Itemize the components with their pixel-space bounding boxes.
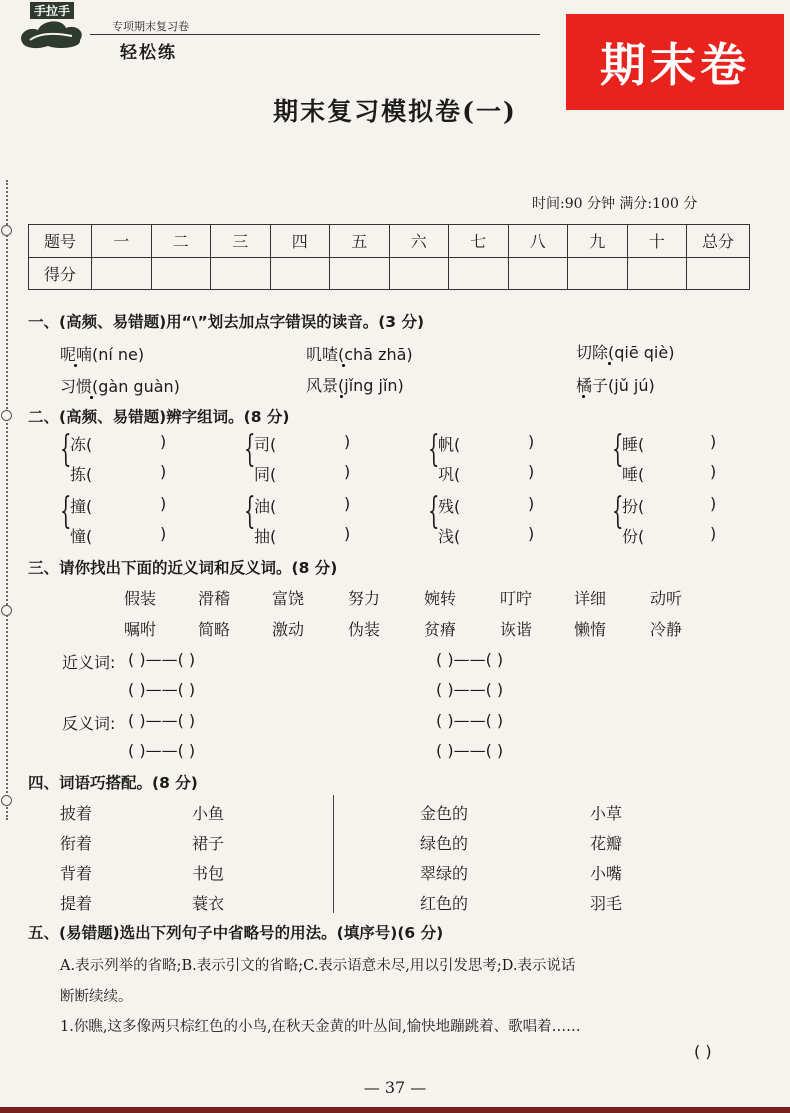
binding-hole	[1, 225, 12, 236]
char-paren: )	[160, 462, 167, 481]
word-item: 简略	[198, 620, 231, 639]
char-paren: )	[710, 494, 717, 513]
answer-blank: ( )——( )	[436, 650, 504, 669]
char-paren: )	[528, 432, 535, 451]
pinyin-item: 风景(jǐng jǐn)	[306, 376, 404, 395]
char-paren: )	[528, 524, 535, 543]
char-item: 拣(	[70, 465, 93, 484]
score-blank	[508, 257, 568, 290]
char-item: 油(	[254, 497, 277, 516]
match-left-word: 提着	[60, 894, 93, 913]
pinyin-item: 习惯(gàn guàn)	[60, 377, 180, 396]
char-item: 睡(	[622, 435, 645, 454]
score-blank	[151, 257, 211, 290]
word-item: 滑稽	[198, 589, 231, 608]
section-5-heading: 五、(易错题)选出下列句子中省略号的用法。(填序号)(6 分)	[28, 924, 444, 942]
word-item: 冷静	[650, 620, 683, 639]
match-right-word: 红色的	[420, 894, 469, 913]
word-item: 婉转	[424, 589, 457, 608]
char-item: 扮(	[622, 497, 645, 516]
answer-blank: ( )——( )	[128, 680, 196, 699]
series-name: 专项期末复习卷	[112, 20, 189, 33]
char-item: 残(	[438, 497, 461, 516]
char-paren: )	[528, 494, 535, 513]
char-paren: )	[528, 462, 535, 481]
column-divider	[333, 795, 334, 913]
page-title: 期末复习模拟卷(一)	[273, 97, 517, 126]
char-item: 同(	[254, 465, 277, 484]
table-row	[29, 257, 750, 290]
match-left-target: 小鱼	[192, 804, 225, 823]
brace: {	[60, 429, 72, 470]
brand-logo-icon	[18, 16, 88, 50]
brace: {	[428, 429, 440, 470]
match-right-word: 绿色的	[420, 834, 469, 853]
score-blank	[568, 257, 628, 290]
bottom-border	[0, 1107, 790, 1113]
table-cell: 二	[151, 225, 211, 258]
score-blank	[687, 257, 750, 290]
answer-blank: ( )——( )	[128, 650, 196, 669]
char-paren: )	[160, 432, 167, 451]
char-paren: )	[344, 432, 351, 451]
header-rule	[90, 34, 540, 35]
char-item: 撞(	[70, 497, 93, 516]
question-1: 1.你瞧,这多像两只棕红色的小鸟,在秋天金黄的叶丛间,愉快地蹦跳着、歌唱着……	[60, 1019, 581, 1035]
binding-hole	[1, 605, 12, 616]
page-number: — 37 —	[363, 1078, 427, 1097]
char-paren: )	[344, 524, 351, 543]
pinyin-item: 切除(qiē qiè)	[576, 343, 675, 362]
section-2-heading: 二、(高频、易错题)辨字组词。(8 分)	[28, 408, 290, 426]
match-right-target: 羽毛	[590, 894, 623, 913]
emphasis-dot	[90, 396, 93, 399]
char-paren: )	[344, 494, 351, 513]
brand-main: 轻松练	[120, 43, 177, 63]
score-blank	[270, 257, 330, 290]
exam-badge: 期末卷	[566, 14, 784, 110]
word-item: 懒惰	[574, 620, 607, 639]
char-item: 帆(	[438, 435, 461, 454]
match-left-word: 披着	[60, 804, 93, 823]
brace: {	[612, 429, 624, 470]
emphasis-dot	[608, 362, 611, 365]
table-cell: 七	[449, 225, 509, 258]
table-row	[29, 225, 750, 258]
table-cell: 六	[389, 225, 449, 258]
char-item: 浅(	[438, 527, 461, 546]
char-item: 唾(	[622, 465, 645, 484]
pinyin-item: 叽喳(chā zhā)	[306, 345, 413, 364]
word-item: 叮咛	[500, 589, 533, 608]
table-cell: 一	[92, 225, 152, 258]
pinyin-item: 橘子(jǔ jú)	[576, 376, 655, 395]
match-right-target: 小嘴	[590, 864, 623, 883]
answer-blank: ( )	[694, 1042, 712, 1061]
brace: {	[428, 491, 440, 532]
emphasis-dot	[582, 395, 585, 398]
char-item: 巩(	[438, 465, 461, 484]
brace: {	[244, 491, 256, 532]
ellipsis-options: A.表示列举的省略;B.表示引文的省略;C.表示语意未尽,用以引发思考;D.表示说话	[60, 958, 576, 974]
table-cell: 五	[330, 225, 390, 258]
brace: {	[244, 429, 256, 470]
word-item: 伪装	[348, 620, 381, 639]
answer-blank: ( )——( )	[128, 711, 196, 730]
match-left-target: 蓑衣	[192, 894, 225, 913]
char-paren: )	[710, 462, 717, 481]
word-item: 贫瘠	[424, 620, 457, 639]
answer-blank: ( )——( )	[436, 741, 504, 760]
pinyin-item: 呢喃(ní ne)	[60, 345, 145, 364]
answer-blank: ( )——( )	[436, 711, 504, 730]
table-cell: 四	[270, 225, 330, 258]
section-1-heading: 一、(高频、易错题)用“\”划去加点字错误的读音。(3 分)	[28, 313, 425, 331]
score-table	[28, 224, 750, 290]
section-3-heading: 三、请你找出下面的近义词和反义词。(8 分)	[28, 559, 338, 577]
match-right-word: 翠绿的	[420, 864, 469, 883]
char-item: 抽(	[254, 527, 277, 546]
answer-blank: ( )——( )	[436, 680, 504, 699]
table-cell: 得分	[29, 257, 92, 290]
brace: {	[60, 491, 72, 532]
answer-blank: ( )——( )	[128, 741, 196, 760]
score-blank	[449, 257, 509, 290]
antonym-label: 反义词:	[62, 714, 116, 733]
emphasis-dot	[74, 364, 77, 367]
word-item: 详细	[574, 589, 607, 608]
match-right-target: 小草	[590, 804, 623, 823]
ellipsis-options-cont: 断断续续。	[60, 989, 133, 1005]
word-item: 假装	[124, 589, 157, 608]
table-cell: 十	[627, 225, 687, 258]
word-item: 动听	[650, 589, 683, 608]
word-item: 嘱咐	[124, 620, 157, 639]
table-cell: 三	[211, 225, 271, 258]
match-left-word: 衔着	[60, 834, 93, 853]
char-paren: )	[344, 462, 351, 481]
binding-hole	[1, 410, 12, 421]
word-item: 激动	[272, 620, 305, 639]
brand-top: 手拉手	[30, 2, 74, 19]
char-paren: )	[710, 524, 717, 543]
time-info: 时间:90 分钟 满分:100 分	[532, 196, 698, 212]
score-blank	[627, 257, 687, 290]
char-item: 份(	[622, 527, 645, 546]
brace: {	[612, 491, 624, 532]
match-left-target: 书包	[192, 864, 225, 883]
char-paren: )	[160, 524, 167, 543]
score-blank	[211, 257, 271, 290]
char-paren: )	[160, 494, 167, 513]
char-item: 憧(	[70, 527, 93, 546]
score-blank	[389, 257, 449, 290]
table-cell: 总分	[687, 225, 750, 258]
match-right-word: 金色的	[420, 804, 469, 823]
score-blank	[330, 257, 390, 290]
char-item: 司(	[254, 435, 277, 454]
binding-line	[6, 180, 8, 820]
section-4-heading: 四、词语巧搭配。(8 分)	[28, 774, 198, 792]
table-cell: 八	[508, 225, 568, 258]
match-left-target: 裙子	[192, 834, 225, 853]
score-blank	[92, 257, 152, 290]
synonym-label: 近义词:	[62, 653, 116, 672]
match-left-word: 背着	[60, 864, 93, 883]
word-item: 努力	[348, 589, 381, 608]
word-item: 富饶	[272, 589, 305, 608]
table-cell: 题号	[29, 225, 92, 258]
binding-hole	[1, 795, 12, 806]
word-item: 诙谐	[500, 620, 533, 639]
char-item: 冻(	[70, 435, 93, 454]
emphasis-dot	[340, 395, 343, 398]
table-cell: 九	[568, 225, 628, 258]
char-paren: )	[710, 432, 717, 451]
emphasis-dot	[342, 364, 345, 367]
match-right-target: 花瓣	[590, 834, 623, 853]
